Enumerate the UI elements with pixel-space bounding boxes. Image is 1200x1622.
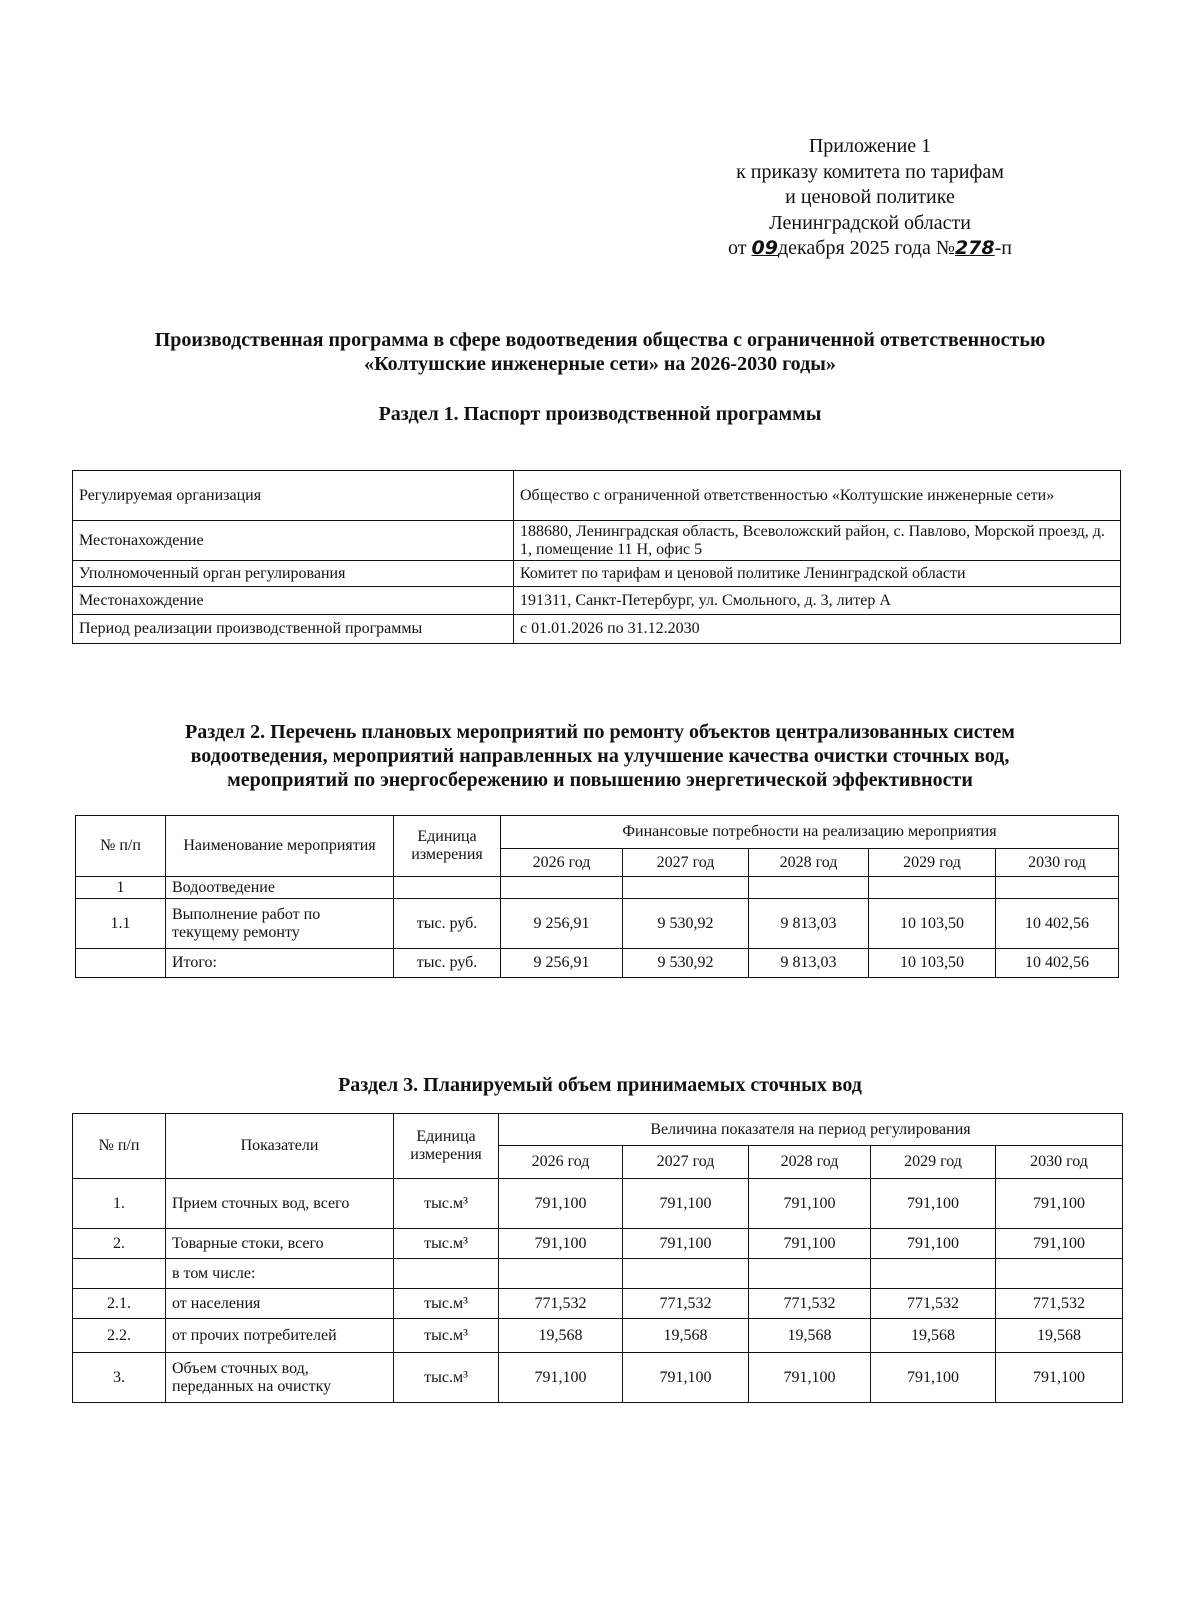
document-title-line-2: «Колтушские инженерные сети» на 2026-2030 годы» xyxy=(364,353,836,375)
table-cell xyxy=(623,877,749,899)
table-row xyxy=(73,1289,1123,1319)
section1-title: Раздел 1. Паспорт производственной программы xyxy=(378,403,822,425)
table-cell: 9 530,92 xyxy=(623,899,749,949)
table-cell: Прием сточных вод, всего xyxy=(166,1179,394,1229)
appendix-line-4: Ленинградской области xyxy=(769,211,971,234)
table-row xyxy=(76,949,1119,978)
table-cell: Регулируемая организация xyxy=(73,471,514,521)
table-row xyxy=(73,1179,1123,1229)
table-cell: 9 256,91 xyxy=(501,949,623,978)
table-cell: 2027 год xyxy=(623,1146,749,1179)
table-cell: с 01.01.2026 по 31.12.2030 xyxy=(514,615,1121,644)
table-cell: Период реализации производственной программы xyxy=(73,615,514,644)
table-cell: 771,532 xyxy=(996,1289,1123,1319)
table-cell: № п/п xyxy=(73,1114,166,1179)
table-cell: тыс.м³ xyxy=(394,1353,499,1403)
table-cell: Уполномоченный орган регулирования xyxy=(73,561,514,587)
table-cell: 771,532 xyxy=(499,1289,623,1319)
table-cell: Товарные стоки, всего xyxy=(166,1229,394,1259)
table-cell: 791,100 xyxy=(749,1179,871,1229)
table-cell: 791,100 xyxy=(623,1353,749,1403)
table-row xyxy=(73,1319,1123,1353)
table-cell: 791,100 xyxy=(996,1229,1123,1259)
section2-title-line-3: мероприятий по энергосбережению и повышению энергетической эффективности xyxy=(227,769,973,791)
table-row xyxy=(73,561,1121,587)
table-row xyxy=(73,615,1121,644)
table-cell: 2027 год xyxy=(623,849,749,877)
table-row xyxy=(73,471,1121,521)
table-cell: 2028 год xyxy=(749,849,869,877)
table-cell: 9 813,03 xyxy=(749,899,869,949)
table-cell: 9 530,92 xyxy=(623,949,749,978)
table-cell: 2026 год xyxy=(501,849,623,877)
table-cell: от населения xyxy=(166,1289,394,1319)
table-cell: 791,100 xyxy=(499,1179,623,1229)
table-cell: 791,100 xyxy=(749,1353,871,1403)
table-cell: 2030 год xyxy=(996,849,1119,877)
table-cell: 10 103,50 xyxy=(869,949,996,978)
table-cell: Комитет по тарифам и ценовой политике Ленинградской области xyxy=(514,561,1121,587)
table-cell: 791,100 xyxy=(871,1353,996,1403)
table-cell: 791,100 xyxy=(499,1353,623,1403)
table-cell: 2028 год xyxy=(749,1146,871,1179)
table-cell: 771,532 xyxy=(623,1289,749,1319)
table-cell: № п/п xyxy=(76,816,166,877)
table-cell: Местонахождение xyxy=(73,587,514,615)
table-cell: тыс. руб. xyxy=(394,899,501,949)
table-cell xyxy=(73,1259,166,1289)
table-cell: 10 103,50 xyxy=(869,899,996,949)
appendix-line-2: к приказу комитета по тарифам xyxy=(736,160,1004,183)
document-title xyxy=(40,328,1160,376)
table-row xyxy=(73,1353,1123,1403)
table-cell xyxy=(76,949,166,978)
appendix-date-line xyxy=(690,236,1050,262)
table-cell: Местонахождение xyxy=(73,521,514,561)
table-cell: 2.1. xyxy=(73,1289,166,1319)
table-cell xyxy=(394,877,501,899)
section2-title-line-2: водоотведения, мероприятий направленных на улучшение качества очистки сточных вод, xyxy=(190,745,1010,767)
table-cell xyxy=(749,1259,871,1289)
table-cell: 791,100 xyxy=(749,1229,871,1259)
table-cell: 2030 год xyxy=(996,1146,1123,1179)
table-cell: 791,100 xyxy=(499,1229,623,1259)
table-cell: 791,100 xyxy=(623,1229,749,1259)
table-row xyxy=(73,587,1121,615)
table-cell: тыс.м³ xyxy=(394,1319,499,1353)
appendix-header xyxy=(690,134,1050,262)
table-cell: Водоотведение xyxy=(166,877,394,899)
table-cell xyxy=(996,877,1119,899)
table-cell: 3. xyxy=(73,1353,166,1403)
activities-table xyxy=(75,815,1119,978)
table-cell: 1.1 xyxy=(76,899,166,949)
handwritten-day: 09 xyxy=(751,237,778,259)
section2-title-line-1: Раздел 2. Перечень плановых мероприятий по ремонту объектов централизованных систем xyxy=(185,721,1015,743)
table-cell: тыс. руб. xyxy=(394,949,501,978)
table-cell: 1. xyxy=(73,1179,166,1229)
table-cell: 19,568 xyxy=(871,1319,996,1353)
table-cell: 771,532 xyxy=(749,1289,871,1319)
table-cell: Выполнение работ по текущему ремонту xyxy=(166,899,394,949)
table-cell: 791,100 xyxy=(871,1179,996,1229)
table-cell: 2. xyxy=(73,1229,166,1259)
table-cell: 19,568 xyxy=(749,1319,871,1353)
table-cell: 791,100 xyxy=(871,1229,996,1259)
table-cell: Наименование мероприятия xyxy=(166,816,394,877)
appendix-line-3: и ценовой политике xyxy=(785,186,955,208)
table-row xyxy=(76,899,1119,949)
table-cell: 188680, Ленинградская область, Всеволожский район, с. Павлово, Морской проезд, д. 1, помещение 11 Н, офис 5 xyxy=(514,521,1121,561)
table-cell: тыс.м³ xyxy=(394,1289,499,1319)
table-cell: 191311, Санкт-Петербург, ул. Смольного, д. 3, литер А xyxy=(514,587,1121,615)
date-prefix: от xyxy=(728,237,747,259)
table-row xyxy=(76,877,1119,899)
table-row xyxy=(73,1259,1123,1289)
table-cell: Общество с ограниченной ответственностью «Колтушские инженерные сети» xyxy=(514,471,1121,521)
table-cell: 10 402,56 xyxy=(996,899,1119,949)
table-cell: 771,532 xyxy=(871,1289,996,1319)
table-cell: Показатели xyxy=(166,1114,394,1179)
table-cell: тыс.м³ xyxy=(394,1229,499,1259)
table-cell xyxy=(394,1259,499,1289)
table-row xyxy=(73,521,1121,561)
table-cell: 19,568 xyxy=(996,1319,1123,1353)
table-cell: 9 256,91 xyxy=(501,899,623,949)
header-row xyxy=(73,1114,1123,1146)
table-cell: от прочих потребителей xyxy=(166,1319,394,1353)
passport-table xyxy=(72,470,1121,644)
table-cell: Итого: xyxy=(166,949,394,978)
section2-title xyxy=(40,720,1160,792)
table-cell: 9 813,03 xyxy=(749,949,869,978)
table-cell: 791,100 xyxy=(996,1179,1123,1229)
table-cell: 19,568 xyxy=(499,1319,623,1353)
table-cell: 2029 год xyxy=(869,849,996,877)
table-cell: 1 xyxy=(76,877,166,899)
table-cell xyxy=(749,877,869,899)
table-cell: Единица измерения xyxy=(394,816,501,877)
date-mid: декабря 2025 года № xyxy=(777,237,955,259)
table-cell: в том числе: xyxy=(166,1259,394,1289)
table-cell xyxy=(623,1259,749,1289)
table-cell: 2026 год xyxy=(499,1146,623,1179)
handwritten-number: 278 xyxy=(954,237,995,259)
table-cell: 19,568 xyxy=(623,1319,749,1353)
table-cell xyxy=(871,1259,996,1289)
table-cell xyxy=(499,1259,623,1289)
table-cell: 2029 год xyxy=(871,1146,996,1179)
table-cell xyxy=(501,877,623,899)
header-row xyxy=(76,816,1119,849)
table-row xyxy=(73,1229,1123,1259)
table-cell: Величина показателя на период регулирования xyxy=(499,1114,1123,1146)
appendix-line-1: Приложение 1 xyxy=(808,135,932,157)
table-cell xyxy=(996,1259,1123,1289)
wastewater-volume-table xyxy=(72,1113,1123,1403)
document-title-line-1: Производственная программа в сфере водоотведения общества с ограниченной ответственностью xyxy=(154,329,1046,351)
table-cell: 791,100 xyxy=(623,1179,749,1229)
table-cell: 791,100 xyxy=(996,1353,1123,1403)
number-suffix: -п xyxy=(994,237,1012,259)
table-cell xyxy=(869,877,996,899)
table-cell: 2.2. xyxy=(73,1319,166,1353)
table-cell: Объем сточных вод, переданных на очистку xyxy=(166,1353,394,1403)
table-cell: Финансовые потребности на реализацию мероприятия xyxy=(501,816,1119,849)
section3-title: Раздел 3. Планируемый объем принимаемых сточных вод xyxy=(338,1074,862,1096)
table-cell: 10 402,56 xyxy=(996,949,1119,978)
table-cell: тыс.м³ xyxy=(394,1179,499,1229)
table-cell: Единица измерения xyxy=(394,1114,499,1179)
